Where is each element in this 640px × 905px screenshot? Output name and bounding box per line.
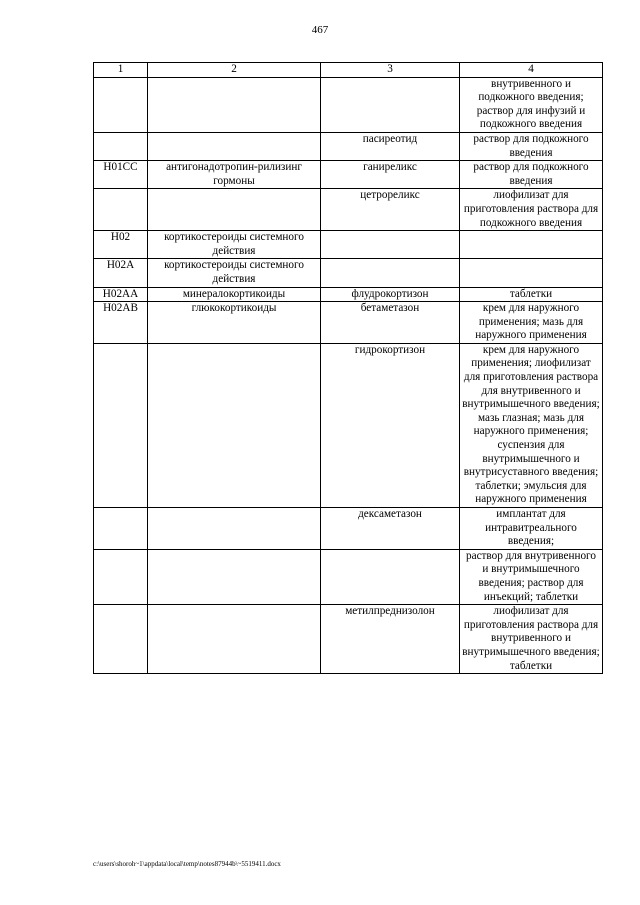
atc-code-cell	[94, 189, 148, 231]
group-name-cell	[148, 77, 321, 132]
atc-code-cell: H02	[94, 231, 148, 259]
atc-code-cell	[94, 549, 148, 604]
table-row	[94, 508, 603, 550]
drug-name-cell: пасиреотид	[321, 132, 460, 160]
atc-code-cell	[94, 132, 148, 160]
group-name-cell: кортикостероиды системного действия	[148, 231, 321, 259]
dosage-form-cell: имплантат для интравитреального введения;	[460, 508, 603, 550]
drug-name-cell: флудрокортизон	[321, 287, 460, 302]
table-row	[94, 77, 603, 132]
group-name-cell	[148, 132, 321, 160]
group-name-cell	[148, 508, 321, 550]
group-name-cell: кортикостероиды системного действия	[148, 259, 321, 287]
drug-table	[93, 62, 603, 674]
table-row	[94, 549, 603, 604]
header-row	[94, 63, 603, 78]
atc-code-cell	[94, 605, 148, 674]
table-row	[94, 189, 603, 231]
drug-name-cell: бетаметазон	[321, 302, 460, 344]
group-name-cell	[148, 189, 321, 231]
table-row	[94, 259, 603, 287]
atc-code-cell	[94, 508, 148, 550]
drug-name-cell: цетрореликс	[321, 189, 460, 231]
drug-name-cell: дексаметазон	[321, 508, 460, 550]
dosage-form-cell: крем для наружного применения; лиофилизат для приготовления раствора для внутривенного и внутримышечного введения; мазь глазная; мазь для наружного применения; суспензия для внутримышечного и внутрисуставного введения; таблетки; эмульсия для наружного применения	[460, 343, 603, 507]
dosage-form-cell: лиофилизат для приготовления раствора для внутривенного и внутримышечного введения; таблетки	[460, 605, 603, 674]
dosage-form-cell: крем для наружного применения; мазь для наружного применения	[460, 302, 603, 344]
header-cell: 1	[94, 63, 148, 78]
group-name-cell	[148, 605, 321, 674]
drug-name-cell: гидрокортизон	[321, 343, 460, 507]
atc-code-cell	[94, 343, 148, 507]
group-name-cell: глюкокортикоиды	[148, 302, 321, 344]
dosage-form-cell	[460, 231, 603, 259]
dosage-form-cell: таблетки	[460, 287, 603, 302]
dosage-form-cell: внутривенного и подкожного введения; раствор для инфузий и подкожного введения	[460, 77, 603, 132]
dosage-form-cell: раствор для подкожного введения	[460, 132, 603, 160]
atc-code-cell: H02A	[94, 259, 148, 287]
table-row	[94, 287, 603, 302]
page-number: 467	[311, 24, 329, 36]
drug-name-cell	[321, 231, 460, 259]
drug-name-cell: метилпреднизолон	[321, 605, 460, 674]
header-cell: 2	[148, 63, 321, 78]
group-name-cell	[148, 549, 321, 604]
table-row	[94, 302, 603, 344]
table-row	[94, 231, 603, 259]
header-cell: 3	[321, 63, 460, 78]
atc-code-cell: H02AB	[94, 302, 148, 344]
atc-code-cell	[94, 77, 148, 132]
file-path-footer: c:\users\shoroh~1\appdata\local\temp\notes87944b\~5519411.docx	[93, 860, 281, 868]
drug-name-cell: ганиреликс	[321, 161, 460, 189]
table-row	[94, 161, 603, 189]
drug-name-cell	[321, 77, 460, 132]
table-row	[94, 605, 603, 674]
drug-name-cell	[321, 259, 460, 287]
atc-code-cell: H02AA	[94, 287, 148, 302]
drug-name-cell	[321, 549, 460, 604]
dosage-form-cell: лиофилизат для приготовления раствора для подкожного введения	[460, 189, 603, 231]
group-name-cell	[148, 343, 321, 507]
table-row	[94, 343, 603, 507]
group-name-cell: антигонадотропин-рилизинг гормоны	[148, 161, 321, 189]
dosage-form-cell: раствор для внутривенного и внутримышечного введения; раствор для инъекций; таблетки	[460, 549, 603, 604]
atc-code-cell: H01CC	[94, 161, 148, 189]
dosage-form-cell: раствор для подкожного введения	[460, 161, 603, 189]
table-row	[94, 132, 603, 160]
group-name-cell: минералокортикоиды	[148, 287, 321, 302]
header-cell: 4	[460, 63, 603, 78]
dosage-form-cell	[460, 259, 603, 287]
